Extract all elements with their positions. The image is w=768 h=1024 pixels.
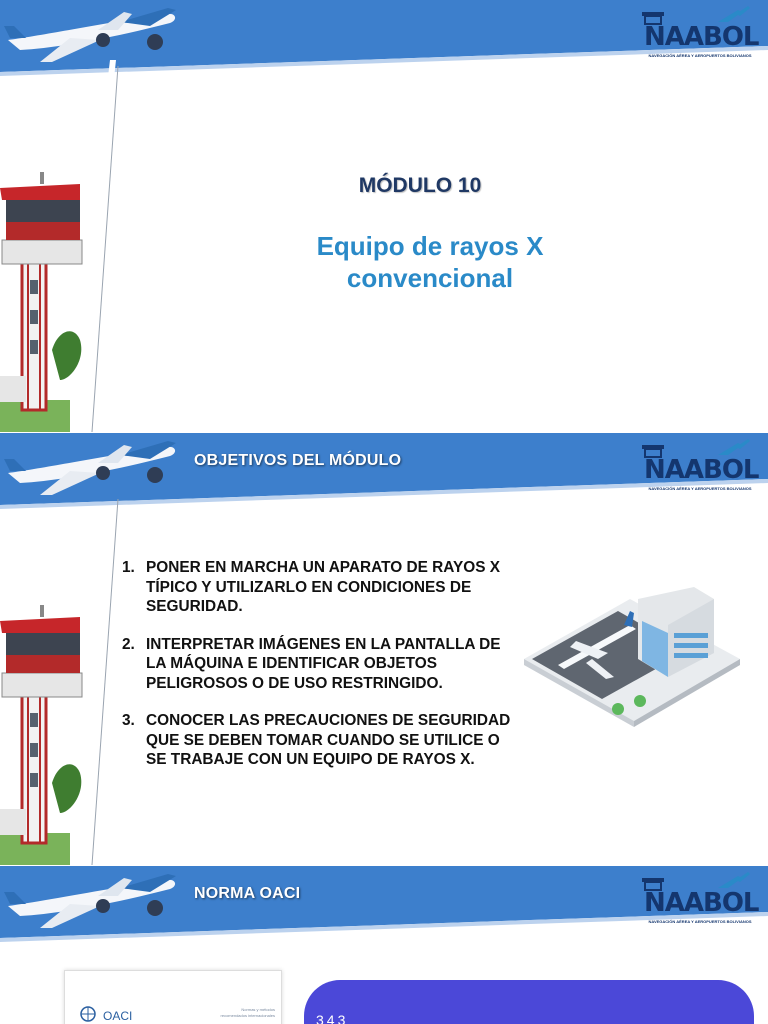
airport-illustration [518, 581, 744, 731]
objective-item [120, 558, 512, 617]
module-title: MÓDULO 10 [358, 174, 482, 197]
control-tower-image [0, 433, 120, 865]
objective-number: 3. [122, 712, 135, 729]
logo-subtitle: NAVEGACIÓN AÉREA Y AEROPUERTOS BOLIVIANOS [648, 919, 752, 924]
objective-number: 1. [122, 559, 135, 576]
slide-norma-oaci [0, 866, 768, 1024]
objective-text: INTERPRETAR IMÁGENES EN LA PANTALLA DE LA MÁQUINA E IDENTIFICAR OBJETOS PELIGROSOS O DE USO RESTRINGIDO. [146, 635, 501, 692]
logo-text: NAABOL [644, 22, 759, 52]
naabol-logo [638, 4, 762, 64]
objective-text: CONOCER LAS PRECAUCIONES DE SEGURIDAD QUE SE DEBEN TOMAR CUANDO SE UTILICE O SE TRABAJE CON UN EQUIPO DE RAYOS X. [146, 712, 511, 768]
slide-objectives [0, 433, 768, 865]
objectives-list [120, 558, 512, 788]
logo-subtitle: NAVEGACIÓN AÉREA Y AEROPUERTOS BOLIVIANOS [648, 486, 752, 491]
page-number: 343 [316, 1012, 349, 1024]
oaci-document-thumbnail [64, 970, 282, 1024]
subtitle-line-1: Equipo de rayos X [316, 231, 544, 261]
objective-item [120, 711, 512, 770]
logo-text: NAABOL [644, 888, 759, 918]
icao-emblem-icon [79, 1005, 97, 1023]
section-title: OBJETIVOS DEL MÓDULO [194, 452, 402, 469]
doc-caption: Normas y métodos recomendados internacionales [220, 1007, 275, 1018]
slide-title [0, 0, 768, 432]
doc-org-label: OACI [103, 1009, 133, 1023]
naabol-logo [638, 870, 762, 930]
logo-text: NAABOL [644, 455, 759, 485]
objective-text: PONER EN MARCHA UN APARATO DE RAYOS X TÍPICO Y UTILIZARLO EN CONDICIONES DE SEGURIDAD. [146, 559, 501, 615]
control-tower-image [0, 0, 120, 432]
objective-item [120, 635, 512, 694]
section-title: NORMA OACI [194, 885, 301, 902]
purple-panel [304, 980, 754, 1024]
logo-subtitle: NAVEGACIÓN AÉREA Y AEROPUERTOS BOLIVIANOS [648, 53, 752, 58]
subtitle-line-2: convencional [346, 263, 514, 293]
objective-number: 2. [122, 635, 135, 653]
module-subtitle [280, 230, 580, 294]
naabol-logo [638, 437, 762, 497]
